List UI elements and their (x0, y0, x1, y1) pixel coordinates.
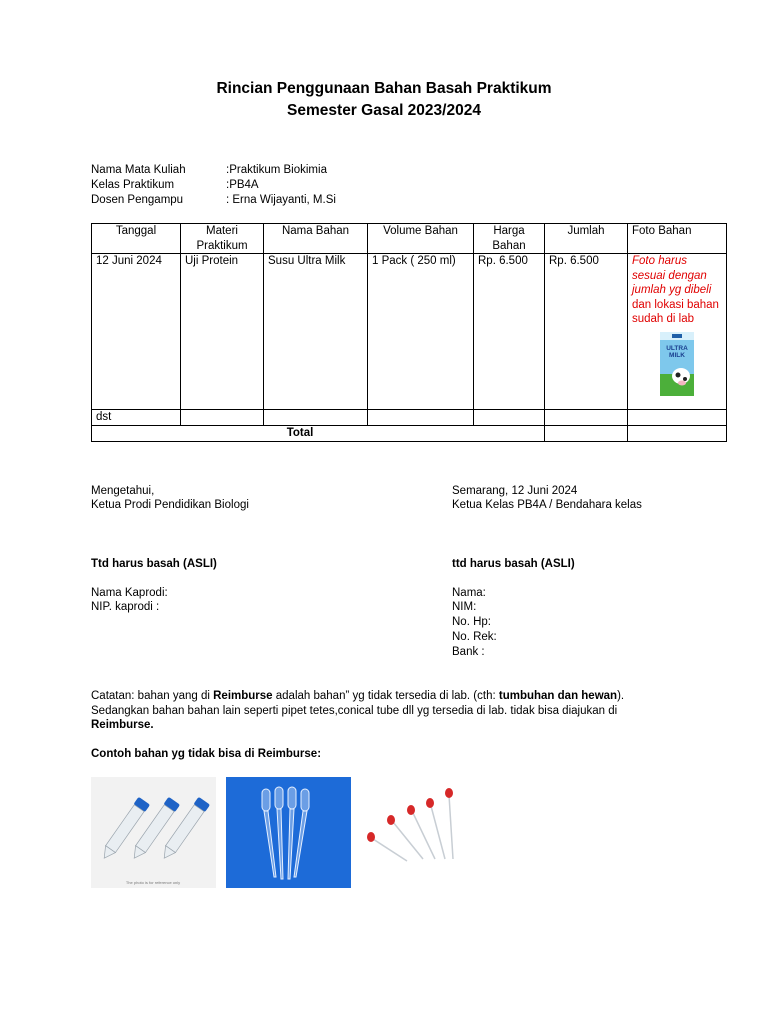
sig-right-ttd: ttd harus basah (ASLI) (452, 558, 575, 570)
material-usage-table (91, 223, 727, 442)
cell-tanggal: 12 Juni 2024 (92, 254, 181, 410)
cell-dst: dst (92, 410, 181, 426)
svg-text:The photo is for reference onl: The photo is for reference only (125, 880, 181, 885)
info-label-course: Nama Mata Kuliah (91, 164, 186, 176)
table-header-row (92, 224, 727, 254)
sig-left-line2: Ketua Prodi Pendidikan Biologi (91, 499, 249, 511)
sig-right-line2: Ketua Kelas PB4A / Bendahara kelas (452, 499, 642, 511)
svg-text:MILK: MILK (669, 351, 685, 359)
info-value-course: :Praktikum Biokimia (226, 164, 327, 176)
example-title: Contoh bahan yg tidak bisa di Reimburse: (91, 748, 322, 760)
cell-harga: Rp. 6.500 (474, 254, 545, 410)
document-title-line2: Semester Gasal 2023/2024 (287, 102, 481, 119)
header-harga: Harga Bahan (474, 224, 545, 254)
sig-right-field-rek: No. Rek: (452, 631, 497, 643)
cell-foto (628, 254, 727, 410)
sig-left-line1: Mengetahui, (91, 485, 155, 497)
header-foto: Foto Bahan (628, 224, 727, 254)
table-row (92, 410, 727, 426)
plastic-pipette-photo (226, 777, 351, 888)
sig-left-field-name: Nama Kaprodi: (91, 587, 168, 599)
total-label: Total (92, 426, 545, 442)
info-label-class: Kelas Praktikum (91, 179, 175, 191)
dropper-pipette-photo (361, 777, 461, 888)
cell-jumlah: Rp. 6.500 (545, 254, 628, 410)
note-line3: Reimburse. (91, 719, 154, 731)
sig-left-ttd: Ttd harus basah (ASLI) (91, 558, 217, 570)
info-value-lecturer: : Erna Wijayanti, M.Si (226, 194, 336, 206)
header-nama-bahan: Nama Bahan (264, 224, 368, 254)
info-value-class: :PB4A (226, 179, 259, 191)
sig-right-field-name: Nama: (452, 587, 486, 599)
sig-right-line1: Semarang, 12 Juni 2024 (452, 485, 578, 497)
sig-left-field-nip: NIP. kaprodi : (91, 601, 160, 613)
table-row (92, 254, 727, 410)
photo-requirement-note (632, 254, 722, 327)
cell-materi: Uji Protein (181, 254, 264, 410)
sig-right-field-bank: Bank : (452, 646, 485, 658)
conical-tube-photo (91, 777, 216, 888)
svg-text:ULTRA: ULTRA (666, 344, 688, 352)
photo-note-italic: Foto harus sesuai dengan jumlah yg dibeli (632, 255, 712, 296)
header-tanggal: Tanggal (92, 224, 181, 254)
note-line1: Catatan: bahan yang di Reimburse adalah bahan” yg tidak tersedia di lab. (cth: tumbuhan dan hewan). (91, 690, 625, 702)
note-line2: Sedangkan bahan bahan lain seperti pipet tetes,conical tube dll yg tersedia di lab. tidak bisa diajukan di (91, 705, 618, 717)
table-total-row (92, 426, 727, 442)
ultra-milk-carton-image (657, 330, 697, 398)
cell-volume: 1 Pack ( 250 ml) (368, 254, 474, 410)
header-volume: Volume Bahan (368, 224, 474, 254)
header-jumlah: Jumlah (545, 224, 628, 254)
sig-right-field-nim: NIM: (452, 601, 477, 613)
photo-note-rest: dan lokasi bahan sudah di lab (632, 298, 719, 325)
cell-nama-bahan: Susu Ultra Milk (264, 254, 368, 410)
document-title-line1: Rincian Penggunaan Bahan Basah Praktikum (216, 80, 552, 97)
header-materi: Materi Praktikum (181, 224, 264, 254)
sig-right-field-hp: No. Hp: (452, 616, 491, 628)
info-label-lecturer: Dosen Pengampu (91, 194, 184, 206)
